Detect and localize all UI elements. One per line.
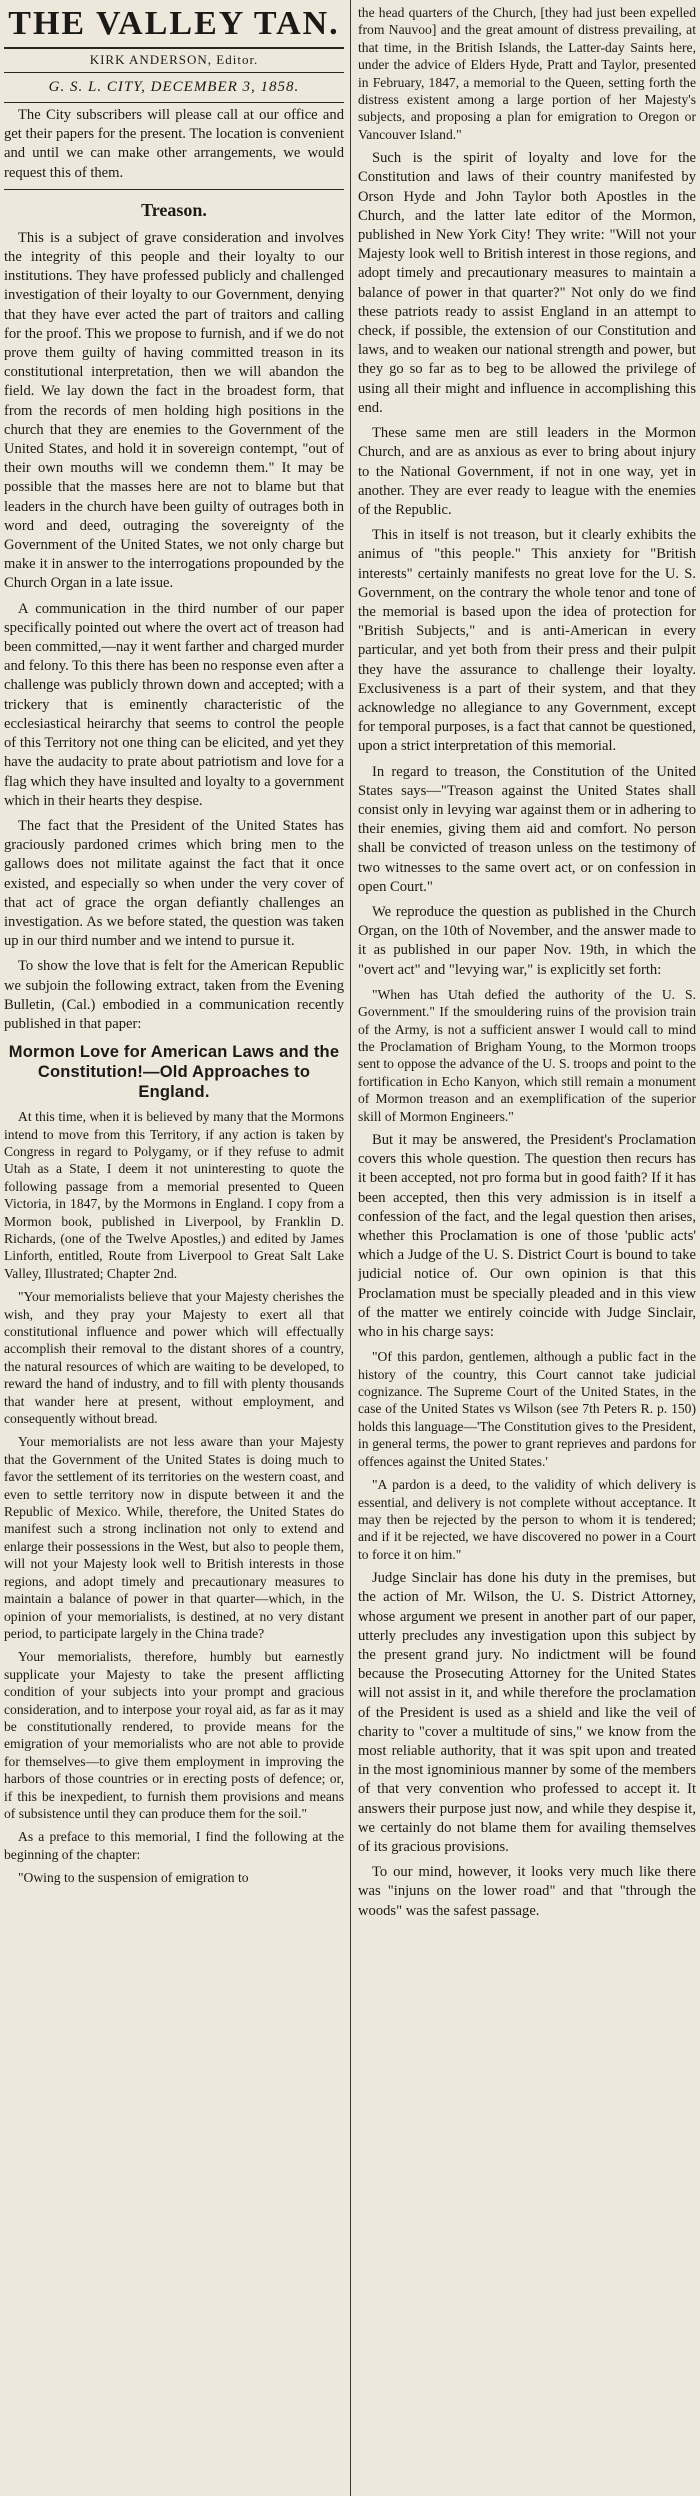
article-paragraph: In regard to treason, the Constitution of the United States says—"Treason against the United States shall consist only in levying war against them or in adhering to their enemies, giving them aid and comfort. No person shall be convicted of treason unless on the testimony of two witnesses to the same overt act, or on confession in open Court." [358,763,696,895]
memorial-quote-paragraph: "Your memorialists believe that your Majesty cherishes the wish, and they pray your Majesty to exert all that constitutional influence and power which will effectually accomplish their removal to the distant shores of a country, the natural resources of which are waiting to be developed, to reward the hand of industry, and to fill with plenty thousands that wander here at present, without employment, and consequently without bread. [4,1289,344,1427]
treason-heading: Treason. [141,199,207,220]
dateline: G. S. L. CITY, DECEMBER 3, 1858. [48,79,300,95]
mormon-love-paragraph: As a preface to this memorial, I find the following at the beginning of the chapter: [4,1829,344,1862]
article-paragraph: To our mind, however, it looks very much like there was "injuns on the lower road" and that "through the woods" was the safest passage. [358,1864,696,1919]
continued-quote-paragraph: the head quarters of the Church, [they had just been expelled from Nauvoo] and the great amount of distress prevailing, at that time, in the British Islands, the Latter-day Saints here, under the advice of Elders Hyde, Pratt and Taylor, presented in February, 1847, a memorial to the Queen, setting forth the distress existent among a large portion of her Majesty's subjects, and proposing a plan for emigration to Oregon or Vancouver Island." [358,5,696,142]
judge-charge-paragraph: "A pardon is a deed, to the validity of which delivery is essential, and delivery is not complete without acceptance. It may then be rejected by the person to whom it is tendered; and if it be rejected, we have discovered no power in a Court to force it on him." [358,1477,696,1562]
mormon-love-paragraph: At this time, when it is believed by many that the Mormons intend to move from this Territory, if any action is taken by Congress in regard to Polygamy, or if they refuse to admit Utah as a State, I deem it not uninteresting to quote the following passage from a memorial presented to Queen Victoria, in 1847, by the Mormons in England. I copy from a Mormon book, published in Liverpool, by Franklin D. Richards, (one of the Twelve Apostles,) and edited by James Linforth, entitled, Route from Liverpool to Great Salt Lake Valley, Illustrated; Chapter 2nd. [4,1109,344,1281]
mormon-love-body [4,1108,344,1886]
treason-paragraph: The fact that the President of the United States has graciously pardoned crimes which bring men to the gallows does not militate against the fact that it once existed, and especially so when under the very cover of that act of grace the organ defiantly challenges an investigation. As we before stated, the question was taken up in our third number and we intend to pursue it. [4,817,344,950]
divider [4,72,344,73]
chapter-quote-paragraph: "Owing to the suspension of emigration to [18,1870,249,1886]
masthead-title: THE VALLEY TAN. [8,5,340,42]
mormon-love-heading: Mormon Love for American Laws and the Constitution!—Old Approaches to England. [8,1043,340,1102]
continued-quote [358,4,696,143]
article-paragraph: We reproduce the question as published in the Church Organ, on the 10th of November, and the answer made to it as published in our paper Nov. 19th, in which the "overt act" and "levying war," is explicitly set forth: [358,903,696,978]
editor-line: KIRK ANDERSON, Editor. [89,52,259,67]
article-paragraph: Such is the spirit of loyalty and love for the Constitution and laws of their country manifested by Orson Hyde and John Taylor both Apostles in the Church, and the latter late editor of the Mormon, published in New York City! They write: "Will not your Majesty look well to British interest in those regions, and adopt timely and precautionary measures to maintain a balance of power in that quarter?" Not only do we find these patriots ready to assist England in an attempt to check, if possible, the extension of our Constitution and laws, and to weaken our national strength and power, but they go so far as to beg to be allowed the privilege of using all their might and influence in accomplishing this end. [358,150,696,416]
judge-charge-quote [358,1348,696,1563]
right-column [358,4,696,2492]
quoted-answer-paragraph: "When has Utah defied the authority of the U. S. Government." If the smouldering ruins of the provision train of the Army, is not a sufficient answer I would call to mind the Proclamation of Brigham Young, to the Mormon troops sent to oppose the advance of the U. S. troops and point to the fortification in Echo Kanyon, which still remain a monument of Mormon treason and an exemplification of the superior skill of Mormon Engineers." [358,986,696,1124]
quoted-answer [358,986,696,1125]
subscriber-notice: The City subscribers will please call at our office and get their papers for the present. The location is convenient and until we can make other arrangements, we would request this of them. [4,107,344,181]
judge-charge-paragraph: "Of this pardon, gentlemen, although a public fact in the history of the country, this Court cannot take judicial cognizance. The Supreme Court of the United States, in the case of the United States vs Wilson (see 7th Peters R. p. 150) holds this language—'The Constitution gives to the President, in general terms, the power to grant reprieves and pardons for offences against the United States.' [358,1349,696,1469]
column-rule [350,0,351,2496]
treason-paragraph: A communication in the third number of our paper specifically pointed out where the overt act of treason had been committed,—nay it went farther and charged murder and felony. To this there has been no response even after a challenge was publicly thrown down and accepted; with a trickery that is eminently characteristic of the ecclesiastical heirarchy that seems to control the people of this Territory not one thing can be elicited, and yet they have the audacity to prate about patriotism and love for a flag which they have insulted and loyalty to a government which in their hearts they despise. [4,600,344,809]
divider [4,189,344,190]
memorial-quote-paragraph: Your memorialists, therefore, humbly but earnestly supplicate your Majesty to take the present afflicting condition of your subjects into your prompt and gracious consideration, and to interpose your royal aid, as far as it may be constitutionally rendered, to provide means for the emigration of your memorialists who are not able to provide for themselves—to give them employment in improving the harbors of those countries or in erecting posts of defence; or, if this be inexpedient, to furnish them provisions and means of subsistence until they can produce them for the soil." [4,1649,344,1821]
article-paragraph: But it may be answered, the President's Proclamation covers this whole question. The question then recurs has it been accepted, not pro forma but in good faith? If it has been accepted, then this very admission is in itself a confession of the fact, and the legal question then arises, whether this Proclamation is one of those 'public acts' which a Judge of the U. S. District Court is bound to take judicial notice of. Our own opinion is that this Proclamation must be specially pleaded and in this view of the matter we entirely coincide with Judge Sinclair, who in his charge says: [358,1132,696,1341]
treason-paragraph: This is a subject of grave consideration and involves the integrity of this people and their loyalty to our institutions. They have professed publicly and challenged investigation of their loyalty to our Government, denying that they have ever acted the part of traitors and calling for the proof. This we propose to furnish, and if we do not prove them guilty of having committed treason in its constitutional interpretation, then we will abandon the field. We lay down the fact in the broadest form, that from the records of men holding high positions in the church that they are enemies to the Government of the United States, and hold it in sovereign contempt, "out of their own mouths will we condemn them." It may be possible that the masses here are not to blame but that leaders in the church have been guilty of outrages both in word and deed, outraging the sovereignty of the Government of the United States, we not only charge but make it in answer to the interrogations propounded by the Church Organ in a late issue. [4,229,344,592]
article-paragraph: This in itself is not treason, but it clearly exhibits the animus of "this people." This anxiety for "British interests" certainly manifests no great love for the U. S. Government, on the contrary the whole tenor and tone of the memorial is based upon the idea of protection for "British Subjects," and is anti-American in every particular, and yet both from their press and their pulpit they have the assurance to challenge their loyalty. Exclusiveness is a part of their system, and that they acknowledge no allegiance to any Government, except for temporal purposes, is a fact that cannot be questioned, upon a strict interpretation of this memorial. [358,527,696,755]
left-column [4,4,344,2492]
masthead-rule [4,47,344,49]
article-paragraph: Judge Sinclair has done his duty in the premises, but the action of Mr. Wilson, the U. S. District Attorney, whose argument we present in another part of our paper, utterly precludes any investigation upon this subject by the present grand jury. No indictment will be found because the Prosecuting Attorney for the United States will not assist in it, and while therefore the proclamation of the President is used as a shield and like the veil of charity to "cover a multitude of sins," we know from the most reliable authority, that it was spit upon and treated in the most ignominious manner by some of the members of that very convention who professed to accept it. It answers their purpose just now, and while they despise it, we certainly do not blame them for availing themselves of its gracious provisions. [358,1570,696,1855]
divider [4,102,344,103]
treason-paragraph: To show the love that is felt for the American Republic we subjoin the following extract, taken from the Evening Bulletin, (Cal.) embodied in a communication recently published in that paper: [4,958,344,1032]
article-paragraph: These same men are still leaders in the Mormon Church, and are as anxious as ever to bring about injury to the National Government, if not in one way, yet in another. They are ever ready to league with the enemies of the Republic. [358,425,696,518]
memorial-quote-paragraph: Your memorialists are not less aware than your Majesty that the Government of the United States is doing much to favor the settlement of its territories on the western coast, and even to settle territory now in dispute between it and the Republic of Mexico. While, therefore, the United States do manifest such a strong inclination not only to extend and enlarge their possessions in the West, but also to people them, will not your Majesty look well to British interests in those regions, and adopt timely and precautionary measures to maintain a balance of power in that quarter—which, in the opinion of your memorialists, is destined, at no very distant period, to participate largely in the China trade? [4,1434,344,1641]
